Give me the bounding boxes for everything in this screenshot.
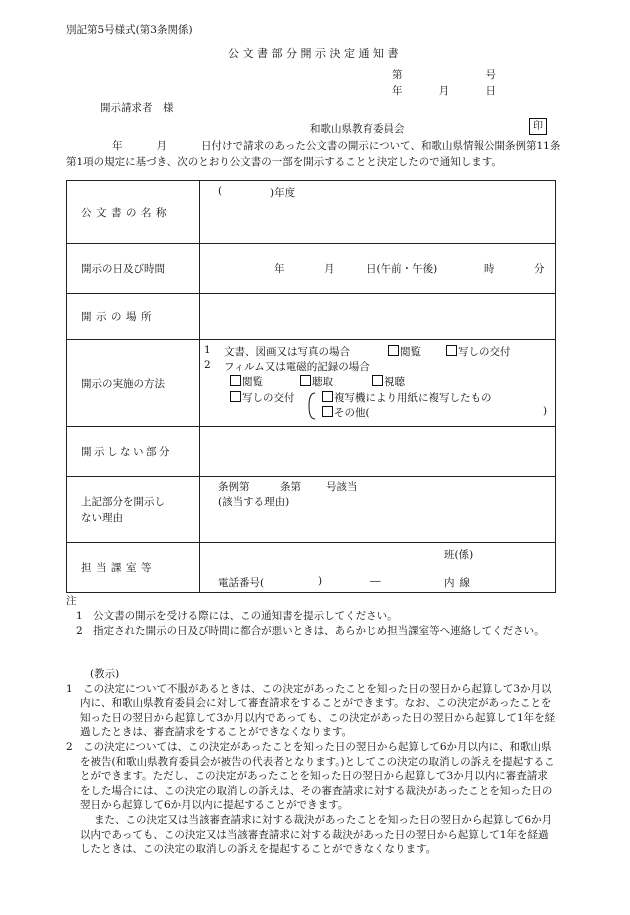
document-date [392,83,496,98]
checkbox-other[interactable] [322,405,370,420]
document-number [392,67,496,82]
intro-text: 日付けで請求のあった公文書の開示について、和歌山県情報公開条例第11条第1項の規定に基づき、次のとおり公文書の一部を開示することと決定したので通知します。 [66,140,561,168]
row-document-name [67,181,556,244]
checkbox-square-icon [388,345,399,356]
doc-paren-open: ( [218,185,223,197]
checkbox-square-icon [372,375,383,386]
checkbox-watch[interactable] [372,374,405,389]
checkbox-listen[interactable] [300,374,333,389]
value-disclosure-place [200,294,556,340]
checkbox-copy-2[interactable] [230,390,295,405]
method-1-number: 1 [204,344,211,356]
instruction-section [66,667,556,857]
label-disclosure-method: 開示の実施の方法 [67,340,200,427]
datetime-year: 年 [274,263,285,275]
datetime-minute: 分 [534,263,545,275]
instruction-3: また、この決定又は当該審査請求に対する裁決があったことを知った日の翌日から起算して6か月以内であっても、この決定又は当該審査請求に対する裁決があった日の翌日から起算して1年を経過したときは、この決定の取消しの訴えを提起することができなくなります。 [80,813,553,856]
label-disclosure-datetime: 開示の日及び時間 [67,244,200,294]
row-undisclosed-part [67,427,556,477]
row-disclosure-method [67,340,556,427]
label-undisclosed-part: 開示しない部分 [67,427,200,477]
label-reason [67,477,200,543]
value-document-name [200,181,556,244]
section-label: 班(係) [444,549,474,561]
checkbox-view[interactable] [388,344,421,359]
row-department [67,543,556,593]
label-disclosure-place: 開示の場所 [67,294,200,340]
instruction-1: 1 この決定について不服があるときは、この決定があったことを知った日の翌日から起算して3か月以内に、和歌山県教育委員会に対して審査請求をすることができます。なお、この決定があったことを知った日の翌日から起算して3か月以内であっても、この決定があった日の翌日から起算して1年を経過したときは、審査請求をすることができなくなります。 [66,682,556,739]
seal-mark: 印 [529,118,547,135]
checkbox-view-label: 閲覧 [400,346,421,358]
disclosure-table [66,180,556,593]
value-reason [200,477,556,543]
checkbox-view-2-label: 閲覧 [242,376,263,388]
doc-fiscal-year: )年度 [270,187,296,199]
label-reason-line2: ない理由 [81,511,123,524]
checkbox-copy-label: 写しの交付 [458,346,511,358]
checkbox-watch-label: 視聴 [384,376,405,388]
method-2-text: フィルム又は電磁的記録の場合 [224,361,370,373]
reason-item: 号該当 [326,481,358,493]
instruction-2: 2 この決定については、この決定があったことを知った日の翌日から起算して6か月以内に、和歌山県を被告(和歌山県教育委員会が被告の代表者となります。)としてこの決定の取消しの訴えを提起することができます。ただし、この決定があったことを知った日の翌日から起算して3か月以内に審査請求をした場合には、この決定の取消しの訴えは、その審査請求に対する裁決があったことを知った日の翌日から起算して6か月以内に提起することができます。 [66,740,555,812]
instruction-heading: (教示) [90,668,120,680]
form-label: 別記第5号様式(第3条関係) [66,24,193,36]
checkbox-view-2[interactable] [230,374,263,389]
notes-heading: 注 [66,595,77,607]
reason-article: 条例第 [218,481,250,493]
phone-dash: ― [370,575,381,587]
checkbox-square-icon [322,391,333,402]
checkbox-square-icon [322,406,333,417]
note-1: 1 公文書の開示を受ける際には、この通知書を提示してください。 [76,610,398,623]
checkbox-square-icon [446,345,457,356]
addressee: 開示請求者 様 [100,102,174,114]
checkbox-square-icon [230,391,241,402]
number-suffix: 号 [485,69,496,81]
phone-label: 電話番号( [218,577,265,589]
other-close-paren: ) [543,405,548,417]
value-undisclosed-part [200,427,556,477]
checkbox-photocopy[interactable] [322,390,492,405]
value-disclosure-datetime [200,244,556,294]
label-reason-line1: 上記部分を開示し [81,495,165,508]
extension-label: 内線 [444,577,475,589]
reason-paragraph: 条第 [280,481,301,493]
checkbox-listen-label: 聴取 [312,376,333,388]
row-reason [67,477,556,543]
intro-month: 月 [156,140,167,152]
row-disclosure-datetime [67,244,556,294]
checkbox-other-label: その他( [334,407,370,419]
value-department [200,543,556,593]
intro-paragraph [66,139,561,170]
label-document-name: 公文書の名称 [67,181,200,244]
checkbox-square-icon [230,375,241,386]
row-disclosure-place [67,294,556,340]
datetime-month: 月 [324,263,335,275]
phone-close-paren: ) [318,575,323,587]
document-title: 公文書部分開示決定通知書 [228,47,402,60]
checkbox-copy-2-label: 写しの交付 [242,392,295,404]
intro-year: 年 [112,140,123,152]
date-month: 月 [438,85,450,97]
brace-icon [308,392,316,420]
label-department: 担当課室等 [67,543,200,593]
method-2-number: 2 [204,359,211,371]
issuer: 和歌山県教育委員会 [310,123,405,135]
reason-detail: (該当する理由) [218,496,290,508]
datetime-hour: 時 [484,263,495,275]
date-day: 日 [485,85,496,97]
checkbox-square-icon [300,375,311,386]
date-year: 年 [392,85,403,97]
number-prefix: 第 [392,69,403,81]
note-2: 2 指定された開示の日及び時間に都合が悪いときは、あらかじめ担当課室等へ連絡してください。 [76,625,545,638]
method-1-text: 文書、図画又は写真の場合 [224,346,350,358]
value-disclosure-method [200,340,556,427]
datetime-day: 日(午前・午後) [366,263,438,275]
checkbox-photocopy-label: 複写機により用紙に複写したもの [334,392,492,404]
notes-section [66,594,566,640]
checkbox-copy[interactable] [446,344,511,359]
